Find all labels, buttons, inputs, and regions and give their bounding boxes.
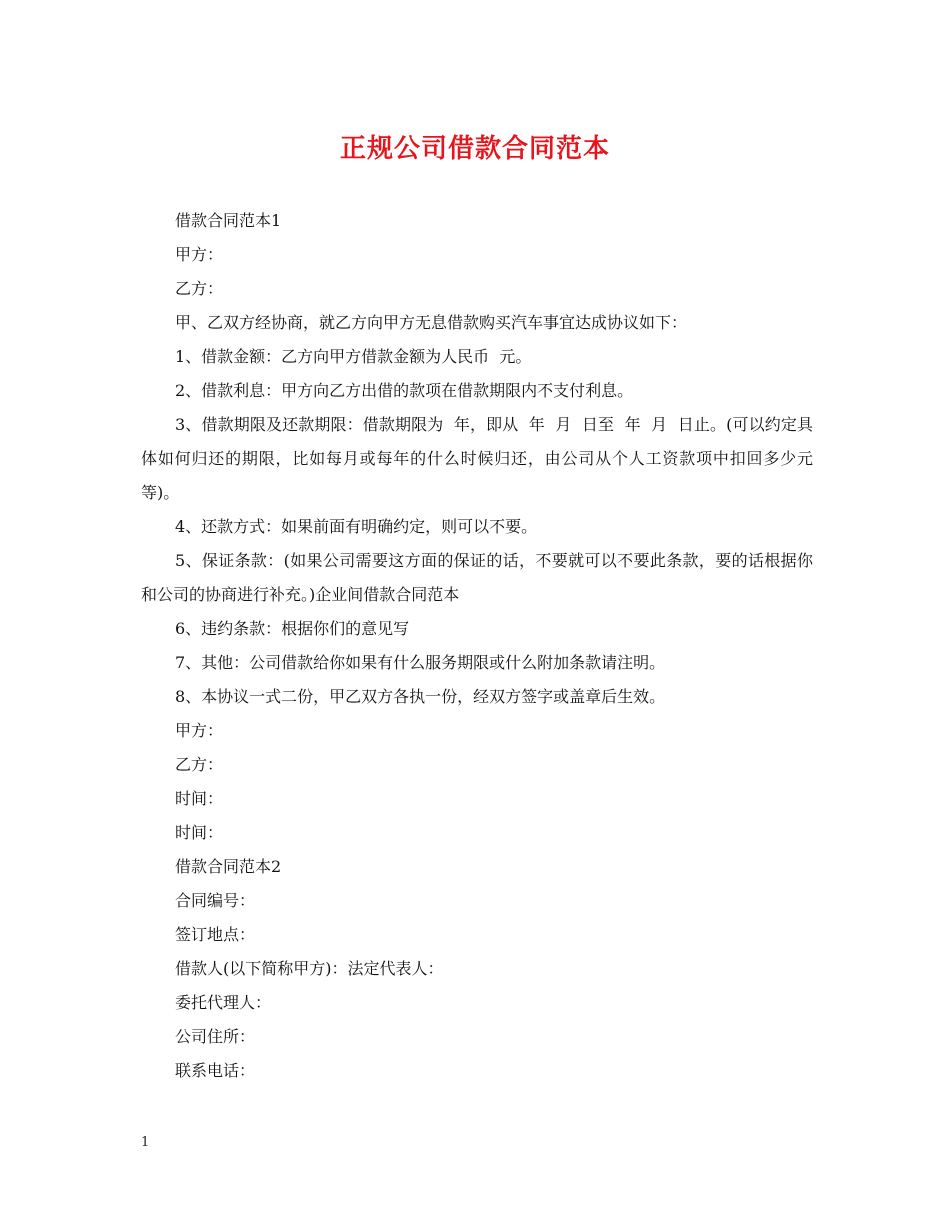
- clause-breach: 6、违约条款：根据你们的意见写: [175, 619, 410, 638]
- signature-party-b: 乙方：: [175, 755, 224, 774]
- signature-party-a: 甲方：: [175, 721, 224, 740]
- clause-copies: 8、本协议一式二份，甲乙双方各执一份，经双方签字或盖章后生效。: [175, 687, 666, 706]
- document-body: [141, 204, 813, 1088]
- agent-label: 委托代理人：: [175, 993, 272, 1012]
- party-b-label: 乙方：: [175, 279, 224, 298]
- clause-term: 3、借款期限及还款期限：借款期限为 年，即从 年 月 日至 年 月 日止。(可以约定具体如何归还的期限，比如每月或每年的什么时候归还，由公司从个人工资款项中扣回多少元等)。: [141, 415, 813, 502]
- section-heading-2: 借款合同范本2: [175, 857, 282, 876]
- signature-date-a: 时间：: [175, 789, 224, 808]
- agreement-intro: 甲、乙双方经协商，就乙方向甲方无息借款购买汽车事宜达成协议如下：: [175, 313, 688, 332]
- clause-other: 7、其他：公司借款给你如果有什么服务期限或什么附加条款请注明。: [175, 653, 666, 672]
- page-number: 1: [141, 1135, 150, 1150]
- clause-guarantee: 5、保证条款：(如果公司需要这方面的保证的话，不要就可以不要此条款，要的话根据你和公司的协商进行补充。)企业间借款合同范本: [141, 551, 813, 604]
- signature-date-b: 时间：: [175, 823, 224, 842]
- contract-number-label: 合同编号：: [175, 891, 256, 910]
- clause-interest: 2、借款利息：甲方向乙方出借的款项在借款期限内不支付利息。: [175, 381, 634, 400]
- borrower-label: 借款人(以下简称甲方)：法定代表人：: [175, 959, 444, 978]
- party-a-label: 甲方：: [175, 245, 224, 264]
- document-title: 正规公司借款合同范本: [339, 134, 610, 164]
- section-heading-1: 借款合同范本1: [175, 211, 282, 230]
- signing-place-label: 签订地点：: [175, 925, 256, 944]
- clause-loan-amount: 1、借款金额：乙方向甲方借款金额为人民币 元。: [175, 347, 532, 366]
- phone-label: 联系电话：: [175, 1061, 256, 1080]
- clause-repayment: 4、还款方式：如果前面有明确约定，则可以不要。: [175, 517, 538, 536]
- company-address-label: 公司住所：: [175, 1027, 256, 1046]
